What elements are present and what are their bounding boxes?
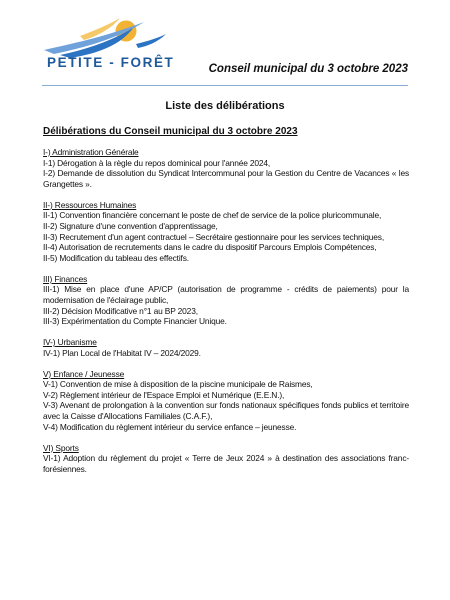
list-item: III-2) Décision Modificative n°1 au BP 2023, (43, 305, 198, 316)
section-heading: III) Finances (43, 273, 88, 284)
list-item: V-3) Avenant de prolongation à la convention sur fonds nationaux spécifiques fonds publics et territoire avec la Caisse d'Allocations Familiales (C.A.F.), (43, 400, 409, 422)
list-item: II-3) Recrutement d'un agent contractuel – Secrétaire gestionnaire pour les services techniques, (43, 231, 385, 242)
header-divider (42, 85, 408, 86)
list-item: V-1) Convention de mise à disposition de la piscine municipale de Raismes, (43, 379, 313, 390)
section-heading: II-) Ressources Humaines (43, 199, 137, 210)
list-item: II-4) Autorisation de recrutements dans le cadre du dispositif Parcours Emplois Compétences, (43, 242, 377, 253)
section-administration (43, 147, 409, 189)
section-heading: V) Enfance / Jeunesse (43, 368, 125, 379)
deliberations-list (43, 147, 409, 485)
document-title: Liste des délibérations (165, 100, 285, 112)
list-item: IV-1) Plan Local de l'Habitat IV – 2024/2029. (43, 347, 201, 358)
document-subtitle: Délibérations du Conseil municipal du 3 octobre 2023 (43, 126, 298, 137)
section-heading: I-) Administration Générale (43, 147, 139, 157)
section-ressources-humaines (43, 200, 409, 264)
list-item: II-5) Modification du tableau des effectifs. (43, 252, 189, 263)
list-item: VI-1) Adoption du règlement du projet « Terre de Jeux 2024 » à destination des associations franc-forésiennes. (43, 453, 409, 474)
section-enfance-jeunesse (43, 369, 409, 433)
section-finances (43, 274, 409, 327)
list-item: I-2) Demande de dissolution du Syndicat Intercommunal pour la Gestion du Centre de Vacances « les Grangettes ». (43, 168, 409, 189)
section-urbanisme (43, 337, 409, 358)
list-item: I-1) Dérogation à la règle du repos dominical pour l'année 2024, (43, 157, 271, 168)
section-sports (43, 443, 409, 475)
list-item: III-3) Expérimentation du Compte Financier Unique. (43, 316, 227, 327)
logo-emblem (40, 14, 170, 59)
list-item: III-1) Mise en place d'une AP/CP (autorisation de programme - crédits de paiements) pour la modernisation de l'éclairage public, (43, 284, 409, 305)
list-item: II-1) Convention financière concernant le poste de chef de service de la police pluricommunale, (43, 210, 382, 221)
section-heading: IV-) Urbanisme (43, 337, 97, 348)
meeting-header-title: Conseil municipal du 3 octobre 2023 (208, 63, 408, 75)
list-item: V-2) Règlement intérieur de l'Espace Emploi et Numérique (E.E.N.), (43, 389, 285, 400)
list-item: II-2) Signature d'une convention d'apprentissage, (43, 220, 218, 231)
list-item: V-4) Modification du règlement intérieur du service enfance – jeunesse. (43, 421, 297, 432)
logo-swoosh-right (136, 34, 166, 48)
section-heading: VI) Sports (43, 442, 79, 453)
logo-wordmark: PETITE - FORÊT (47, 55, 175, 70)
